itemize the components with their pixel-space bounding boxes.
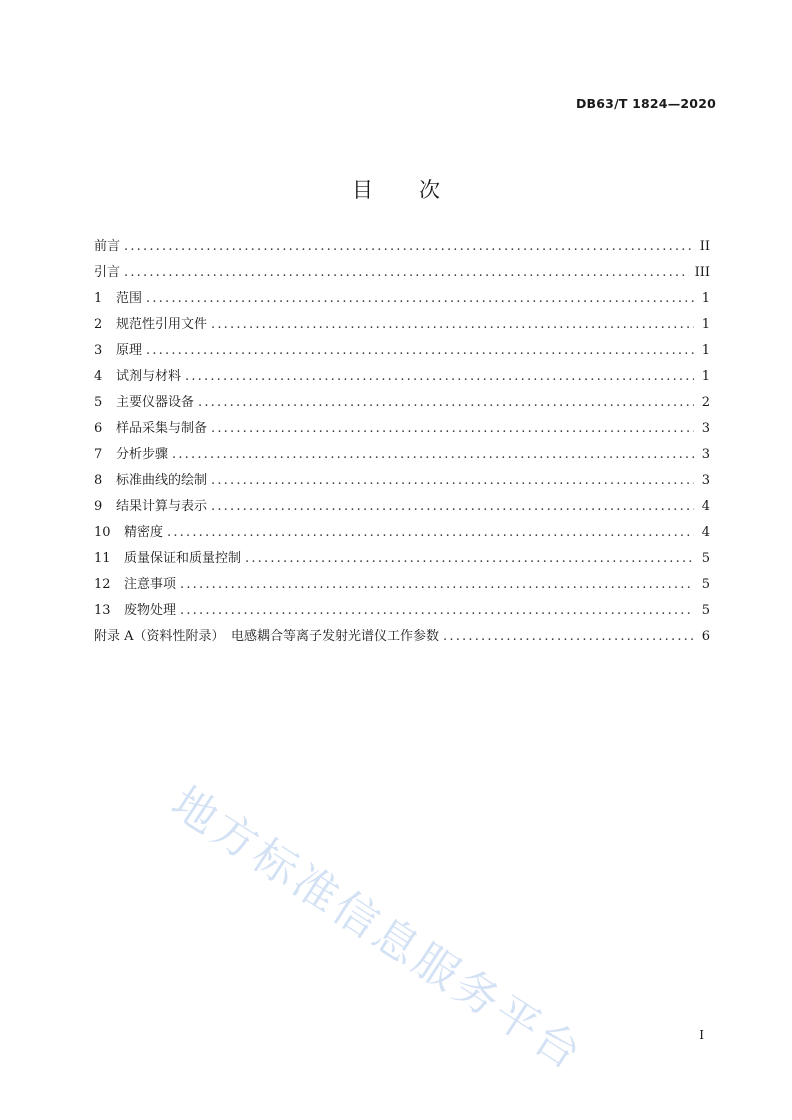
toc-leader-dots xyxy=(211,416,694,442)
toc-entry-label: 分析步骤 xyxy=(116,447,169,462)
toc-entry-number: 11 xyxy=(94,551,111,566)
toc-entry[interactable] xyxy=(94,624,710,650)
toc-entry-label: 标准曲线的绘制 xyxy=(116,473,208,488)
toc-entry-number: 12 xyxy=(94,577,111,592)
toc-entry-number: 9 xyxy=(94,499,103,514)
toc-entry-label: 前言 xyxy=(94,239,121,254)
toc-entry-label: 范围 xyxy=(116,291,143,306)
toc-entry-page: 3 xyxy=(701,473,710,488)
toc-entry-page: 1 xyxy=(701,291,710,306)
toc-entry-page: 3 xyxy=(701,447,710,462)
toc-leader-dots xyxy=(124,234,694,260)
toc-leader-dots xyxy=(185,364,694,390)
document-id: DB63/T 1824—2020 xyxy=(575,96,716,111)
toc-entry-label: 附录 A（资料性附录） 电感耦合等离子发射光谱仪工作参数 xyxy=(94,629,440,644)
toc-entry-label: 质量保证和质量控制 xyxy=(124,551,242,566)
toc-entry-label: 样品采集与制备 xyxy=(116,421,208,436)
toc-entry[interactable] xyxy=(94,312,710,338)
toc-entry-page: 4 xyxy=(701,525,710,540)
toc-entry-number: 1 xyxy=(94,291,103,306)
toc-leader-dots xyxy=(443,624,694,650)
toc-entry-label: 主要仪器设备 xyxy=(116,395,195,410)
toc-entry[interactable] xyxy=(94,468,710,494)
toc-leader-dots xyxy=(180,572,694,598)
watermark: 地方标准信息服务平台 xyxy=(162,777,593,1082)
toc-leader-dots xyxy=(180,598,694,624)
toc-entry-label: 试剂与材料 xyxy=(116,369,182,384)
toc-entry-page: 3 xyxy=(701,421,710,436)
toc-entry-number: 4 xyxy=(94,369,103,384)
toc-entry-page: 4 xyxy=(701,499,710,514)
toc-entry[interactable] xyxy=(94,260,710,286)
toc-entry-number: 7 xyxy=(94,447,103,462)
toc-leader-dots xyxy=(167,520,694,546)
toc-entry-number: 10 xyxy=(94,525,111,540)
toc-entry-number: 3 xyxy=(94,343,103,358)
toc-entry-page: 5 xyxy=(701,577,710,592)
toc-entry[interactable] xyxy=(94,234,710,260)
toc-leader-dots xyxy=(172,442,694,468)
toc-leader-dots xyxy=(211,312,694,338)
toc-entry-page: 1 xyxy=(701,369,710,384)
toc-entry-number: 5 xyxy=(94,395,103,410)
toc-leader-dots xyxy=(245,546,694,572)
toc-entry[interactable] xyxy=(94,546,710,572)
page-title xyxy=(0,174,792,204)
toc-entry-page: 5 xyxy=(701,551,710,566)
toc-entry[interactable] xyxy=(94,572,710,598)
toc-leader-dots xyxy=(211,468,694,494)
toc-entry-label: 原理 xyxy=(116,343,143,358)
toc-entry-page: 1 xyxy=(701,343,710,358)
toc-entry[interactable] xyxy=(94,416,710,442)
toc-entry[interactable] xyxy=(94,338,710,364)
toc-leader-dots xyxy=(146,286,694,312)
toc-entry-label: 引言 xyxy=(94,265,121,280)
toc-leader-dots xyxy=(198,390,694,416)
toc-entry-number: 2 xyxy=(94,317,103,332)
toc-entry[interactable] xyxy=(94,390,710,416)
toc-leader-dots xyxy=(211,494,694,520)
toc-entry-label: 结果计算与表示 xyxy=(116,499,208,514)
toc-entry-page: II xyxy=(699,239,710,254)
toc-entry-number: 6 xyxy=(94,421,103,436)
toc-entry-page: 1 xyxy=(701,317,710,332)
toc-entry[interactable] xyxy=(94,494,710,520)
page-title-char-1: 目 xyxy=(352,178,373,202)
toc-entry[interactable] xyxy=(94,364,710,390)
toc-entry-label: 精密度 xyxy=(124,525,164,540)
toc-entry[interactable] xyxy=(94,442,710,468)
toc-entry-label: 规范性引用文件 xyxy=(116,317,208,332)
toc-entry-page: III xyxy=(694,265,710,280)
toc-entry-page: 2 xyxy=(701,395,710,410)
table-of-contents xyxy=(94,234,710,650)
toc-entry[interactable] xyxy=(94,520,710,546)
toc-entry-label: 注意事项 xyxy=(124,577,177,592)
toc-entry[interactable] xyxy=(94,598,710,624)
toc-entry-number: 8 xyxy=(94,473,103,488)
toc-leader-dots xyxy=(124,260,689,286)
page-number: I xyxy=(699,1028,704,1042)
toc-entry-page: 6 xyxy=(701,629,710,644)
toc-entry-label: 废物处理 xyxy=(124,603,177,618)
toc-entry-page: 5 xyxy=(701,603,710,618)
toc-entry-number: 13 xyxy=(94,603,111,618)
toc-entry[interactable] xyxy=(94,286,710,312)
page-title-char-2: 次 xyxy=(419,178,440,202)
toc-leader-dots xyxy=(146,338,694,364)
